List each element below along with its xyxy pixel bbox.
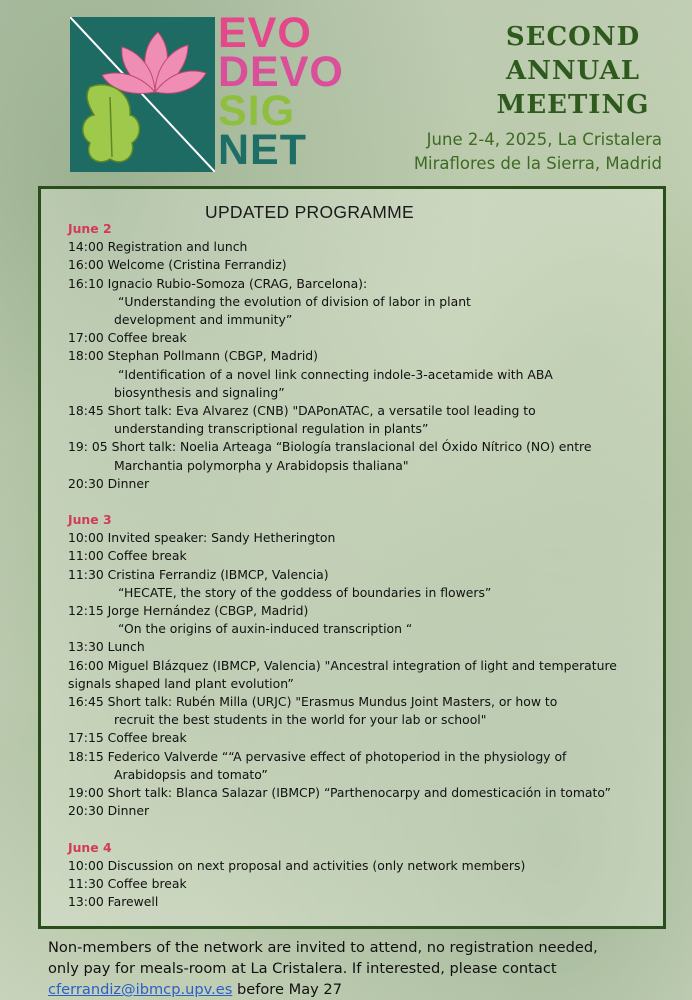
footer-line-2: only pay for meals-room at La Cristalera. If interested, please contact xyxy=(48,960,557,977)
programme-item-detail: “HECATE, the story of the goddess of boundaries in flowers” xyxy=(118,584,492,600)
programme-item: 11:30 Coffee break xyxy=(68,875,187,891)
footer-line-3 xyxy=(48,979,678,1000)
lotus-and-leaf-logo-icon xyxy=(70,17,215,172)
day-gap xyxy=(68,493,663,511)
programme-item: 13:30 Lunch xyxy=(68,639,145,655)
programme-item: 19:00 Short talk: Blanca Salazar (IBMCP) “Parthenocarpy and domesticación in tomato” xyxy=(68,785,611,801)
footer-note xyxy=(48,937,678,1000)
programme-item: 17:15 Coffee break xyxy=(68,730,187,746)
logo-line-devo: DEVO xyxy=(218,48,344,96)
programme-item: 19: 05 Short talk: Noelia Arteaga “Biología translacional del Óxido Nítrico (NO) entre xyxy=(68,439,592,455)
meeting-title-line-2: ANNUAL xyxy=(505,56,641,86)
programme-item: 20:30 Dinner xyxy=(68,475,150,491)
programme-item: 16:45 Short talk: Rubén Milla (URJC) "Erasmus Mundus Joint Masters, or how to xyxy=(68,694,558,710)
programme-item-detail: Arabidopsis and tomato” xyxy=(114,766,268,782)
day-heading: June 4 xyxy=(68,839,112,855)
programme-item: 11:30 Cristina Ferrandiz (IBMCP, Valencia) xyxy=(68,566,329,582)
meeting-location-line: Miraflores de la Sierra, Madrid xyxy=(413,154,662,173)
programme-item: 13:00 Farewell xyxy=(68,894,159,910)
logo-line-evo: EVO xyxy=(218,9,312,57)
programme-item-detail: development and immunity” xyxy=(114,312,293,328)
programme-item: 18:15 Federico Valverde ““A pervasive effect of photoperiod in the physiology of xyxy=(68,748,567,764)
programme-item: 16:00 Miguel Blázquez (IBMCP, Valencia) "Ancestral integration of light and temperature xyxy=(68,657,617,673)
logo-line-sig: SIG xyxy=(218,87,296,135)
programme-item: 18:00 Stephan Pollmann (CBGP, Madrid) xyxy=(68,348,319,364)
footer-deadline: before May 27 xyxy=(232,981,342,998)
programme-item: 18:45 Short talk: Eva Alvarez (CNB) "DAPonATAC, a versatile tool leading to xyxy=(68,403,536,419)
footer-line-1: Non-members of the network are invited to attend, no registration needed, xyxy=(48,939,598,956)
programme-item-detail: “Identification of a novel link connecting indole-3-acetamide with ABA xyxy=(118,366,553,382)
programme-item: 14:00 Registration and lunch xyxy=(68,239,248,255)
programme-item: 10:00 Discussion on next proposal and activities (only network members) xyxy=(68,857,526,873)
meeting-dates xyxy=(414,128,662,176)
logo-wordmark xyxy=(218,9,344,174)
day-heading: June 2 xyxy=(68,221,112,236)
meeting-title-line-3: MEETING xyxy=(496,90,650,120)
day-gap xyxy=(68,821,663,839)
programme-item: 16:00 Welcome (Cristina Ferrandiz) xyxy=(68,257,287,273)
programme-item: signals shaped land plant evolution” xyxy=(68,675,294,691)
day-heading: June 3 xyxy=(68,512,112,528)
programme-list xyxy=(68,220,663,911)
programme-item: 20:30 Dinner xyxy=(68,803,150,819)
programme-item-detail: understanding transcriptional regulation in plants” xyxy=(114,421,429,437)
programme-item-detail: “Understanding the evolution of division of labor in plant xyxy=(118,293,471,309)
programme-item: 17:00 Coffee break xyxy=(68,330,187,346)
meeting-title xyxy=(478,20,668,122)
programme-item-detail: recruit the best students in the world for your lab or school" xyxy=(114,712,487,728)
programme-title: UPDATED PROGRAMME xyxy=(205,202,414,222)
programme-item-detail: biosynthesis and signaling” xyxy=(114,384,285,400)
programme-item: 10:00 Invited speaker: Sandy Hetherington xyxy=(68,530,336,546)
contact-email-link[interactable]: cferrandiz@ibmcp.upv.es xyxy=(48,981,233,998)
meeting-title-line-1: SECOND xyxy=(505,22,641,52)
programme-item-detail: Marchantia polymorpha y Arabidopsis thaliana" xyxy=(114,457,409,473)
programme-item: 12:15 Jorge Hernández (CBGP, Madrid) xyxy=(68,603,309,619)
programme-item: 16:10 Ignacio Rubio-Somoza (CRAG, Barcelona): xyxy=(68,275,368,291)
meeting-date-line: June 2-4, 2025, La Cristalera xyxy=(426,130,662,149)
programme-item-detail: “On the origins of auxin-induced transcription “ xyxy=(118,621,413,637)
logo-line-net: NET xyxy=(218,126,307,174)
programme-item: 11:00 Coffee break xyxy=(68,548,187,564)
evodevo-logo xyxy=(70,17,215,172)
